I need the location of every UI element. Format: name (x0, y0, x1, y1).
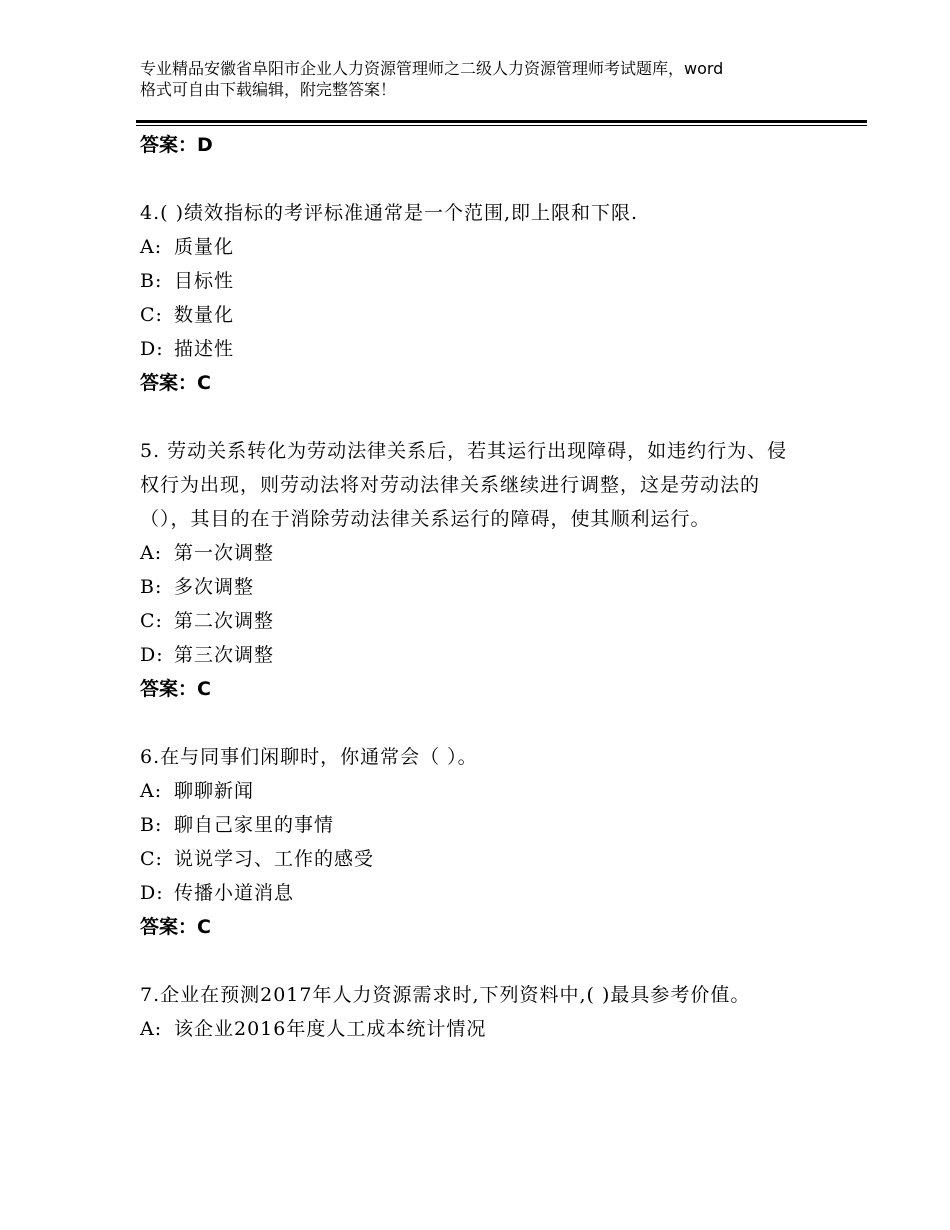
header-rule-thick (136, 120, 867, 123)
answer-line: 答案：C (140, 916, 211, 938)
option-d (140, 876, 800, 910)
option-text: 传播小道消息 (174, 882, 295, 904)
option-text: 第一次调整 (174, 542, 275, 564)
option-b (140, 570, 800, 604)
document-body (140, 128, 800, 1046)
option-a (140, 774, 800, 808)
option-text: 目标性 (174, 270, 235, 292)
question-block (140, 434, 800, 706)
option-label: B: (140, 814, 163, 836)
option-a (140, 230, 800, 264)
spacer (140, 706, 800, 740)
option-label: B: (140, 270, 163, 292)
answer-line: 答案：C (140, 678, 211, 700)
option-label: C: (140, 610, 163, 632)
question-block (140, 196, 800, 400)
spacer (140, 944, 800, 978)
option-label: A: (140, 1018, 163, 1040)
option-label: B: (140, 576, 163, 598)
option-label: A: (140, 542, 163, 564)
question-block (140, 978, 800, 1046)
option-c (140, 842, 800, 876)
spacer (140, 162, 800, 196)
option-a (140, 536, 800, 570)
option-text: 多次调整 (174, 576, 255, 598)
header-rule-thin (136, 125, 867, 126)
option-b (140, 808, 800, 842)
option-text: 聊聊新闻 (174, 780, 255, 802)
option-label: A: (140, 236, 163, 258)
option-d (140, 638, 800, 672)
document-header (140, 58, 860, 100)
option-text: 描述性 (174, 338, 235, 360)
option-text: 该企业2016年度人工成本统计情况 (174, 1018, 487, 1040)
option-c (140, 298, 800, 332)
option-text: 说说学习、工作的感受 (174, 848, 375, 870)
option-b (140, 264, 800, 298)
header-line-2: 格式可自由下载编辑，附完整答案！ (140, 80, 397, 99)
option-text: 第三次调整 (174, 644, 275, 666)
option-text: 聊自己家里的事情 (174, 814, 335, 836)
question-text: 5. 劳动关系转化为劳动法律关系后，若其运行出现障碍，如违约行为、侵权行为出现，则劳动法将对劳动法律关系继续进行调整，这是劳动法的（），其目的在于消除劳动法律关系运行的障碍，使其顺利运行。 (140, 440, 788, 530)
option-label: D: (140, 882, 164, 904)
answer-line: 答案：C (140, 372, 211, 394)
option-label: D: (140, 644, 164, 666)
option-c (140, 604, 800, 638)
option-a (140, 1012, 800, 1046)
option-label: D: (140, 338, 164, 360)
header-line-1: 专业精品安徽省阜阳市企业人力资源管理师之二级人力资源管理师考试题库，word (140, 59, 724, 78)
question-text: 4.( )绩效指标的考评标准通常是一个范围,即上限和下限. (140, 202, 639, 224)
question-block (140, 740, 800, 944)
spacer (140, 400, 800, 434)
option-text: 质量化 (174, 236, 235, 258)
question-text: 7.企业在预测2017年人力资源需求时,下列资料中,( )最具参考价值。 (140, 984, 751, 1006)
question-text: 6.在与同事们闲聊时，你通常会（ ）。 (140, 746, 478, 768)
option-text: 数量化 (174, 304, 235, 326)
option-label: C: (140, 848, 163, 870)
option-text: 第二次调整 (174, 610, 275, 632)
answer-line: 答案：D (140, 134, 213, 156)
option-d (140, 332, 800, 366)
option-label: A: (140, 780, 163, 802)
option-label: C: (140, 304, 163, 326)
